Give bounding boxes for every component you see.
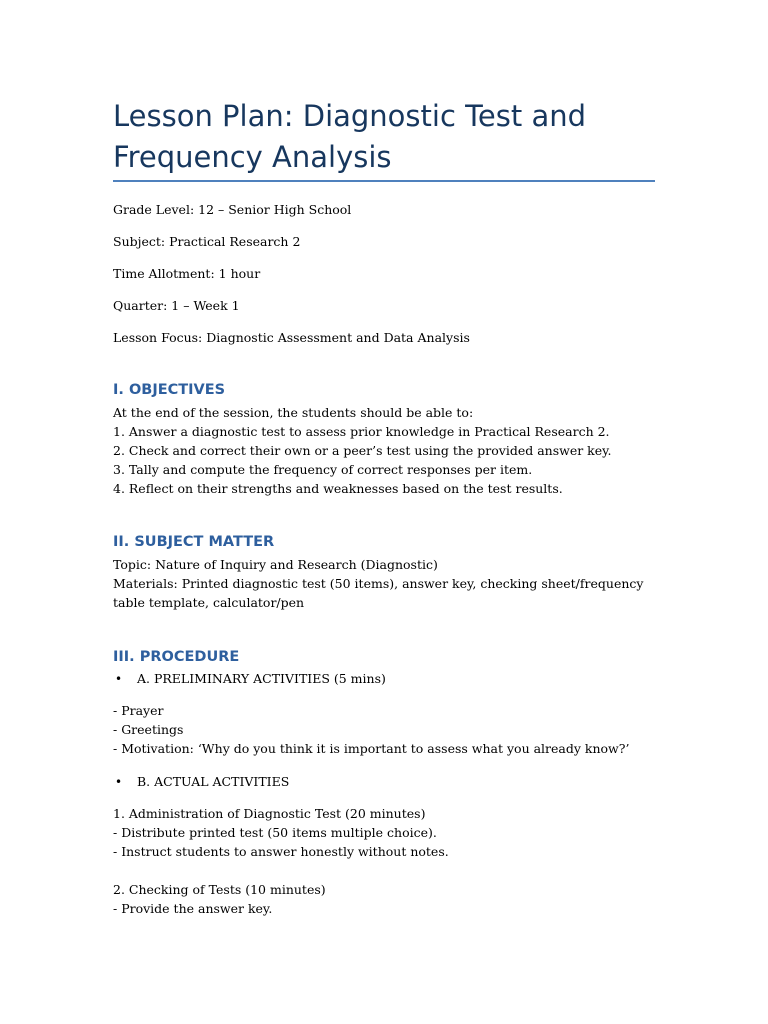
list-item: - Motivation: ‘Why do you think it is important to assess what you already know?’ xyxy=(113,741,630,756)
subject: Subject: Practical Research 2 xyxy=(113,234,301,249)
document-title: Lesson Plan: Diagnostic Test and Frequency Analysis xyxy=(113,99,587,174)
preliminary-activities-list xyxy=(113,701,655,758)
materials-line: Materials: Printed diagnostic test (50 items), answer key, checking sheet/frequency table template, calculator/pen xyxy=(113,576,644,610)
list-item: - Provide the answer key. xyxy=(113,901,273,916)
objectives-intro: At the end of the session, the students should be able to: xyxy=(113,405,474,420)
list-item: - Instruct students to answer honestly without notes. xyxy=(113,844,449,859)
list-item: - Prayer xyxy=(113,703,164,718)
bullet-label: A. PRELIMINARY ACTIVITIES (5 mins) xyxy=(137,671,386,686)
list-item: 2. Checking of Tests (10 minutes) xyxy=(113,882,326,897)
objectives-heading: I. OBJECTIVES xyxy=(113,382,226,398)
grade-level: Grade Level: 12 – Senior High School xyxy=(113,202,352,217)
list-item: - Greetings xyxy=(113,722,184,737)
step-1-block xyxy=(113,804,655,861)
objective-item: 2. Check and correct their own or a peer’s test using the provided answer key. xyxy=(113,443,612,458)
quarter: Quarter: 1 – Week 1 xyxy=(113,298,240,313)
procedure-heading: III. PROCEDURE xyxy=(113,649,240,665)
preliminary-activities-bullet xyxy=(113,669,386,689)
time-allotment: Time Allotment: 1 hour xyxy=(113,266,261,281)
step-2-block xyxy=(113,880,655,918)
bullet-dot-icon: • xyxy=(115,672,123,686)
objective-item: 3. Tally and compute the frequency of correct responses per item. xyxy=(113,462,533,477)
bullet-dot-icon: • xyxy=(115,775,123,789)
list-item: 1. Administration of Diagnostic Test (20 minutes) xyxy=(113,806,426,821)
objective-item: 1. Answer a diagnostic test to assess prior knowledge in Practical Research 2. xyxy=(113,424,610,439)
objectives-section xyxy=(113,403,655,498)
title-divider xyxy=(113,180,655,182)
topic-line: Topic: Nature of Inquiry and Research (Diagnostic) xyxy=(113,557,438,572)
lesson-focus: Lesson Focus: Diagnostic Assessment and Data Analysis xyxy=(113,330,470,345)
subject-matter-section xyxy=(113,555,655,612)
objective-item: 4. Reflect on their strengths and weaknesses based on the test results. xyxy=(113,481,563,496)
bullet-label: B. ACTUAL ACTIVITIES xyxy=(137,774,290,789)
subject-matter-heading: II. SUBJECT MATTER xyxy=(113,534,275,550)
actual-activities-bullet xyxy=(113,772,289,792)
list-item: - Distribute printed test (50 items multiple choice). xyxy=(113,825,437,840)
